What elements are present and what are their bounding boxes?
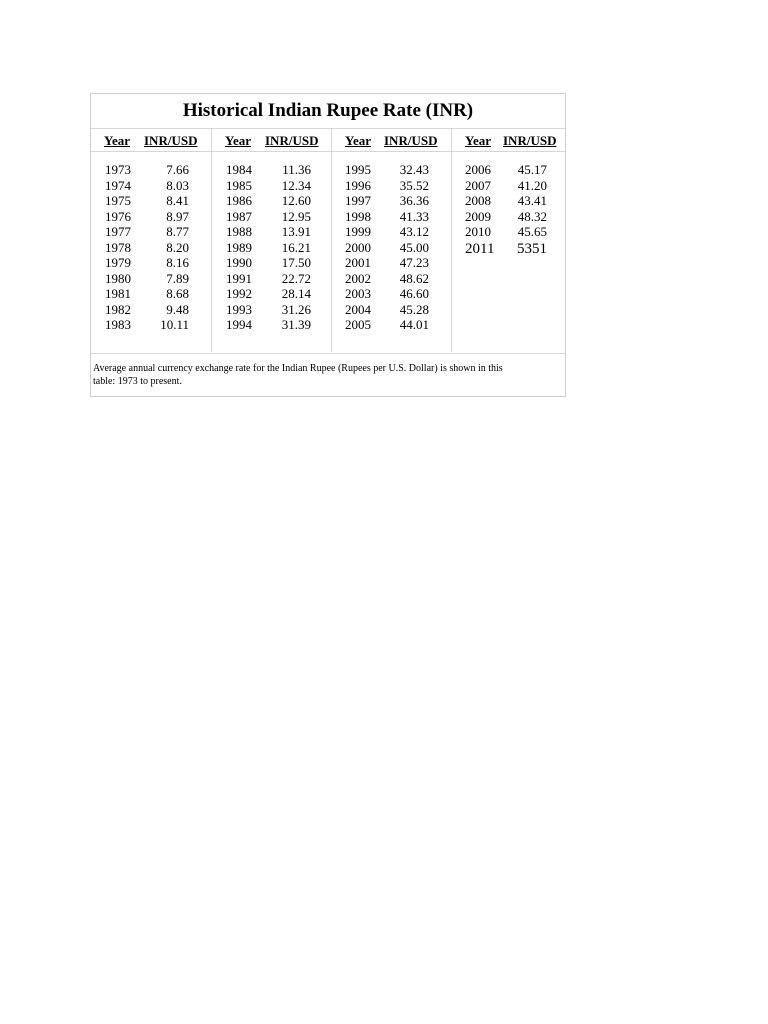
table-row <box>105 240 189 256</box>
rate-cell: 8.68 <box>166 286 189 301</box>
year-cell: 1990 <box>226 255 252 270</box>
table-row <box>226 178 311 194</box>
rate-cell: 44.01 <box>399 317 429 332</box>
year-cell: 1980 <box>105 270 131 286</box>
table-row <box>345 271 429 287</box>
table-row <box>105 224 189 240</box>
year-column-group-3 <box>345 162 429 333</box>
year-column-group-4 <box>465 162 547 258</box>
rate-cell: 8.03 <box>166 177 189 193</box>
year-cell: 2003 <box>345 286 371 301</box>
table-row <box>105 317 189 333</box>
rate-cell: 45.17 <box>517 162 547 177</box>
year-cell: 1978 <box>105 239 131 255</box>
rate-cell: 32.43 <box>399 162 429 177</box>
header-year: Year <box>465 133 491 148</box>
rate-cell: 22.72 <box>281 270 311 286</box>
rate-cell: 31.26 <box>281 301 311 317</box>
year-cell: 1975 <box>105 193 131 208</box>
table-row <box>105 162 189 178</box>
year-cell: 1998 <box>345 208 371 224</box>
rate-cell: 45.28 <box>399 301 429 317</box>
table-row <box>345 255 429 271</box>
year-cell: 1988 <box>226 224 252 239</box>
table-row <box>226 271 311 287</box>
year-cell: 1993 <box>226 301 252 317</box>
table-row <box>345 240 429 256</box>
year-cell: 2010 <box>465 224 491 239</box>
table-row <box>345 162 429 178</box>
table-row <box>345 317 429 333</box>
caption-divider <box>91 353 565 354</box>
header-divider <box>91 151 565 152</box>
year-cell: 1996 <box>345 177 371 193</box>
rate-cell: 41.20 <box>517 177 547 193</box>
rate-cell: 31.39 <box>281 317 311 332</box>
year-cell: 1994 <box>226 317 252 332</box>
rate-cell: 45.00 <box>399 239 429 255</box>
table-row <box>105 193 189 209</box>
year-cell: 2000 <box>345 239 371 255</box>
year-cell: 1999 <box>345 224 371 239</box>
year-cell: 2004 <box>345 301 371 317</box>
year-cell: 1973 <box>105 162 131 177</box>
year-cell: 2002 <box>345 270 371 286</box>
year-cell: 1997 <box>345 193 371 208</box>
table-caption: Average annual currency exchange rate for the Indian Rupee (Rupees per U.S. Dollar) is shown in this table: 1973 to present. <box>93 363 503 387</box>
year-cell: 2011 <box>465 240 495 257</box>
table-row <box>226 286 311 302</box>
table-row <box>226 193 311 209</box>
table-row <box>105 209 189 225</box>
year-cell: 1974 <box>105 177 131 193</box>
year-cell: 1992 <box>226 286 252 301</box>
rate-cell: 28.14 <box>281 286 311 301</box>
rate-cell: 7.66 <box>166 162 189 177</box>
rate-cell: 48.62 <box>399 270 429 286</box>
column-divider <box>331 129 332 352</box>
year-cell: 2005 <box>345 317 371 332</box>
year-cell: 1984 <box>226 162 252 177</box>
header-year: Year <box>225 133 251 148</box>
table-row <box>465 193 547 209</box>
rate-cell: 35.52 <box>399 177 429 193</box>
year-cell: 1981 <box>105 286 131 301</box>
year-cell: 2007 <box>465 177 491 193</box>
rate-cell: 47.23 <box>399 255 429 270</box>
year-cell: 1995 <box>345 162 371 177</box>
year-column-group-2 <box>226 162 311 333</box>
rate-cell: 48.32 <box>517 208 547 224</box>
year-cell: 1989 <box>226 239 252 255</box>
table-row <box>226 317 311 333</box>
column-divider <box>211 129 212 352</box>
table-row <box>226 209 311 225</box>
table-row <box>345 302 429 318</box>
header-rate: INR/USD <box>144 133 198 148</box>
table-row <box>465 209 547 225</box>
table-row <box>226 162 311 178</box>
rate-cell: 5351 <box>517 240 547 257</box>
year-cell: 1983 <box>105 317 131 332</box>
table-row <box>345 193 429 209</box>
rate-cell: 8.20 <box>166 239 189 255</box>
year-column-group-1 <box>105 162 189 333</box>
rupee-rate-table <box>90 93 566 397</box>
year-cell: 1982 <box>105 301 131 317</box>
year-cell: 1976 <box>105 208 131 224</box>
header-rate: INR/USD <box>384 133 438 148</box>
rate-cell: 12.34 <box>281 177 311 193</box>
rate-cell: 46.60 <box>399 286 429 301</box>
rate-cell: 45.65 <box>517 224 547 239</box>
table-row <box>226 224 311 240</box>
year-cell: 1977 <box>105 224 131 239</box>
rate-cell: 12.60 <box>281 193 311 208</box>
year-cell: 1986 <box>226 193 252 208</box>
year-cell: 1979 <box>105 255 131 270</box>
table-row <box>226 240 311 256</box>
table-row <box>105 302 189 318</box>
table-row <box>105 255 189 271</box>
table-row <box>105 286 189 302</box>
year-cell: 2009 <box>465 208 491 224</box>
column-divider <box>451 129 452 352</box>
rate-cell: 41.33 <box>399 208 429 224</box>
table-row <box>345 224 429 240</box>
year-cell: 2008 <box>465 193 491 208</box>
table-row <box>465 224 547 240</box>
rate-cell: 36.36 <box>399 193 429 208</box>
table-row <box>226 255 311 271</box>
header-rate: INR/USD <box>265 133 319 148</box>
year-cell: 1985 <box>226 177 252 193</box>
table-row <box>465 178 547 194</box>
table-row <box>465 240 547 258</box>
table-row <box>105 271 189 287</box>
year-cell: 1987 <box>226 208 252 224</box>
rate-cell: 8.16 <box>166 255 189 270</box>
year-cell: 2001 <box>345 255 371 270</box>
table-row <box>226 302 311 318</box>
header-year: Year <box>345 133 371 148</box>
table-row <box>465 162 547 178</box>
year-cell: 1991 <box>226 270 252 286</box>
rate-cell: 17.50 <box>281 255 311 270</box>
title-divider <box>91 128 565 129</box>
rate-cell: 43.12 <box>399 224 429 239</box>
rate-cell: 8.97 <box>166 208 189 224</box>
table-row <box>345 209 429 225</box>
table-title: Historical Indian Rupee Rate (INR) <box>182 100 474 121</box>
table-row <box>345 178 429 194</box>
rate-cell: 9.48 <box>166 301 189 317</box>
rate-cell: 7.89 <box>166 270 189 286</box>
table-row <box>105 178 189 194</box>
rate-cell: 8.77 <box>166 224 189 239</box>
rate-cell: 10.11 <box>160 317 189 332</box>
rate-cell: 16.21 <box>281 239 311 255</box>
year-cell: 2006 <box>465 162 491 177</box>
rate-cell: 8.41 <box>166 193 189 208</box>
header-rate: INR/USD <box>503 133 557 148</box>
rate-cell: 11.36 <box>282 162 311 177</box>
table-row <box>345 286 429 302</box>
rate-cell: 43.41 <box>517 193 547 208</box>
rate-cell: 12.95 <box>281 208 311 224</box>
rate-cell: 13.91 <box>281 224 311 239</box>
header-year: Year <box>104 133 130 148</box>
